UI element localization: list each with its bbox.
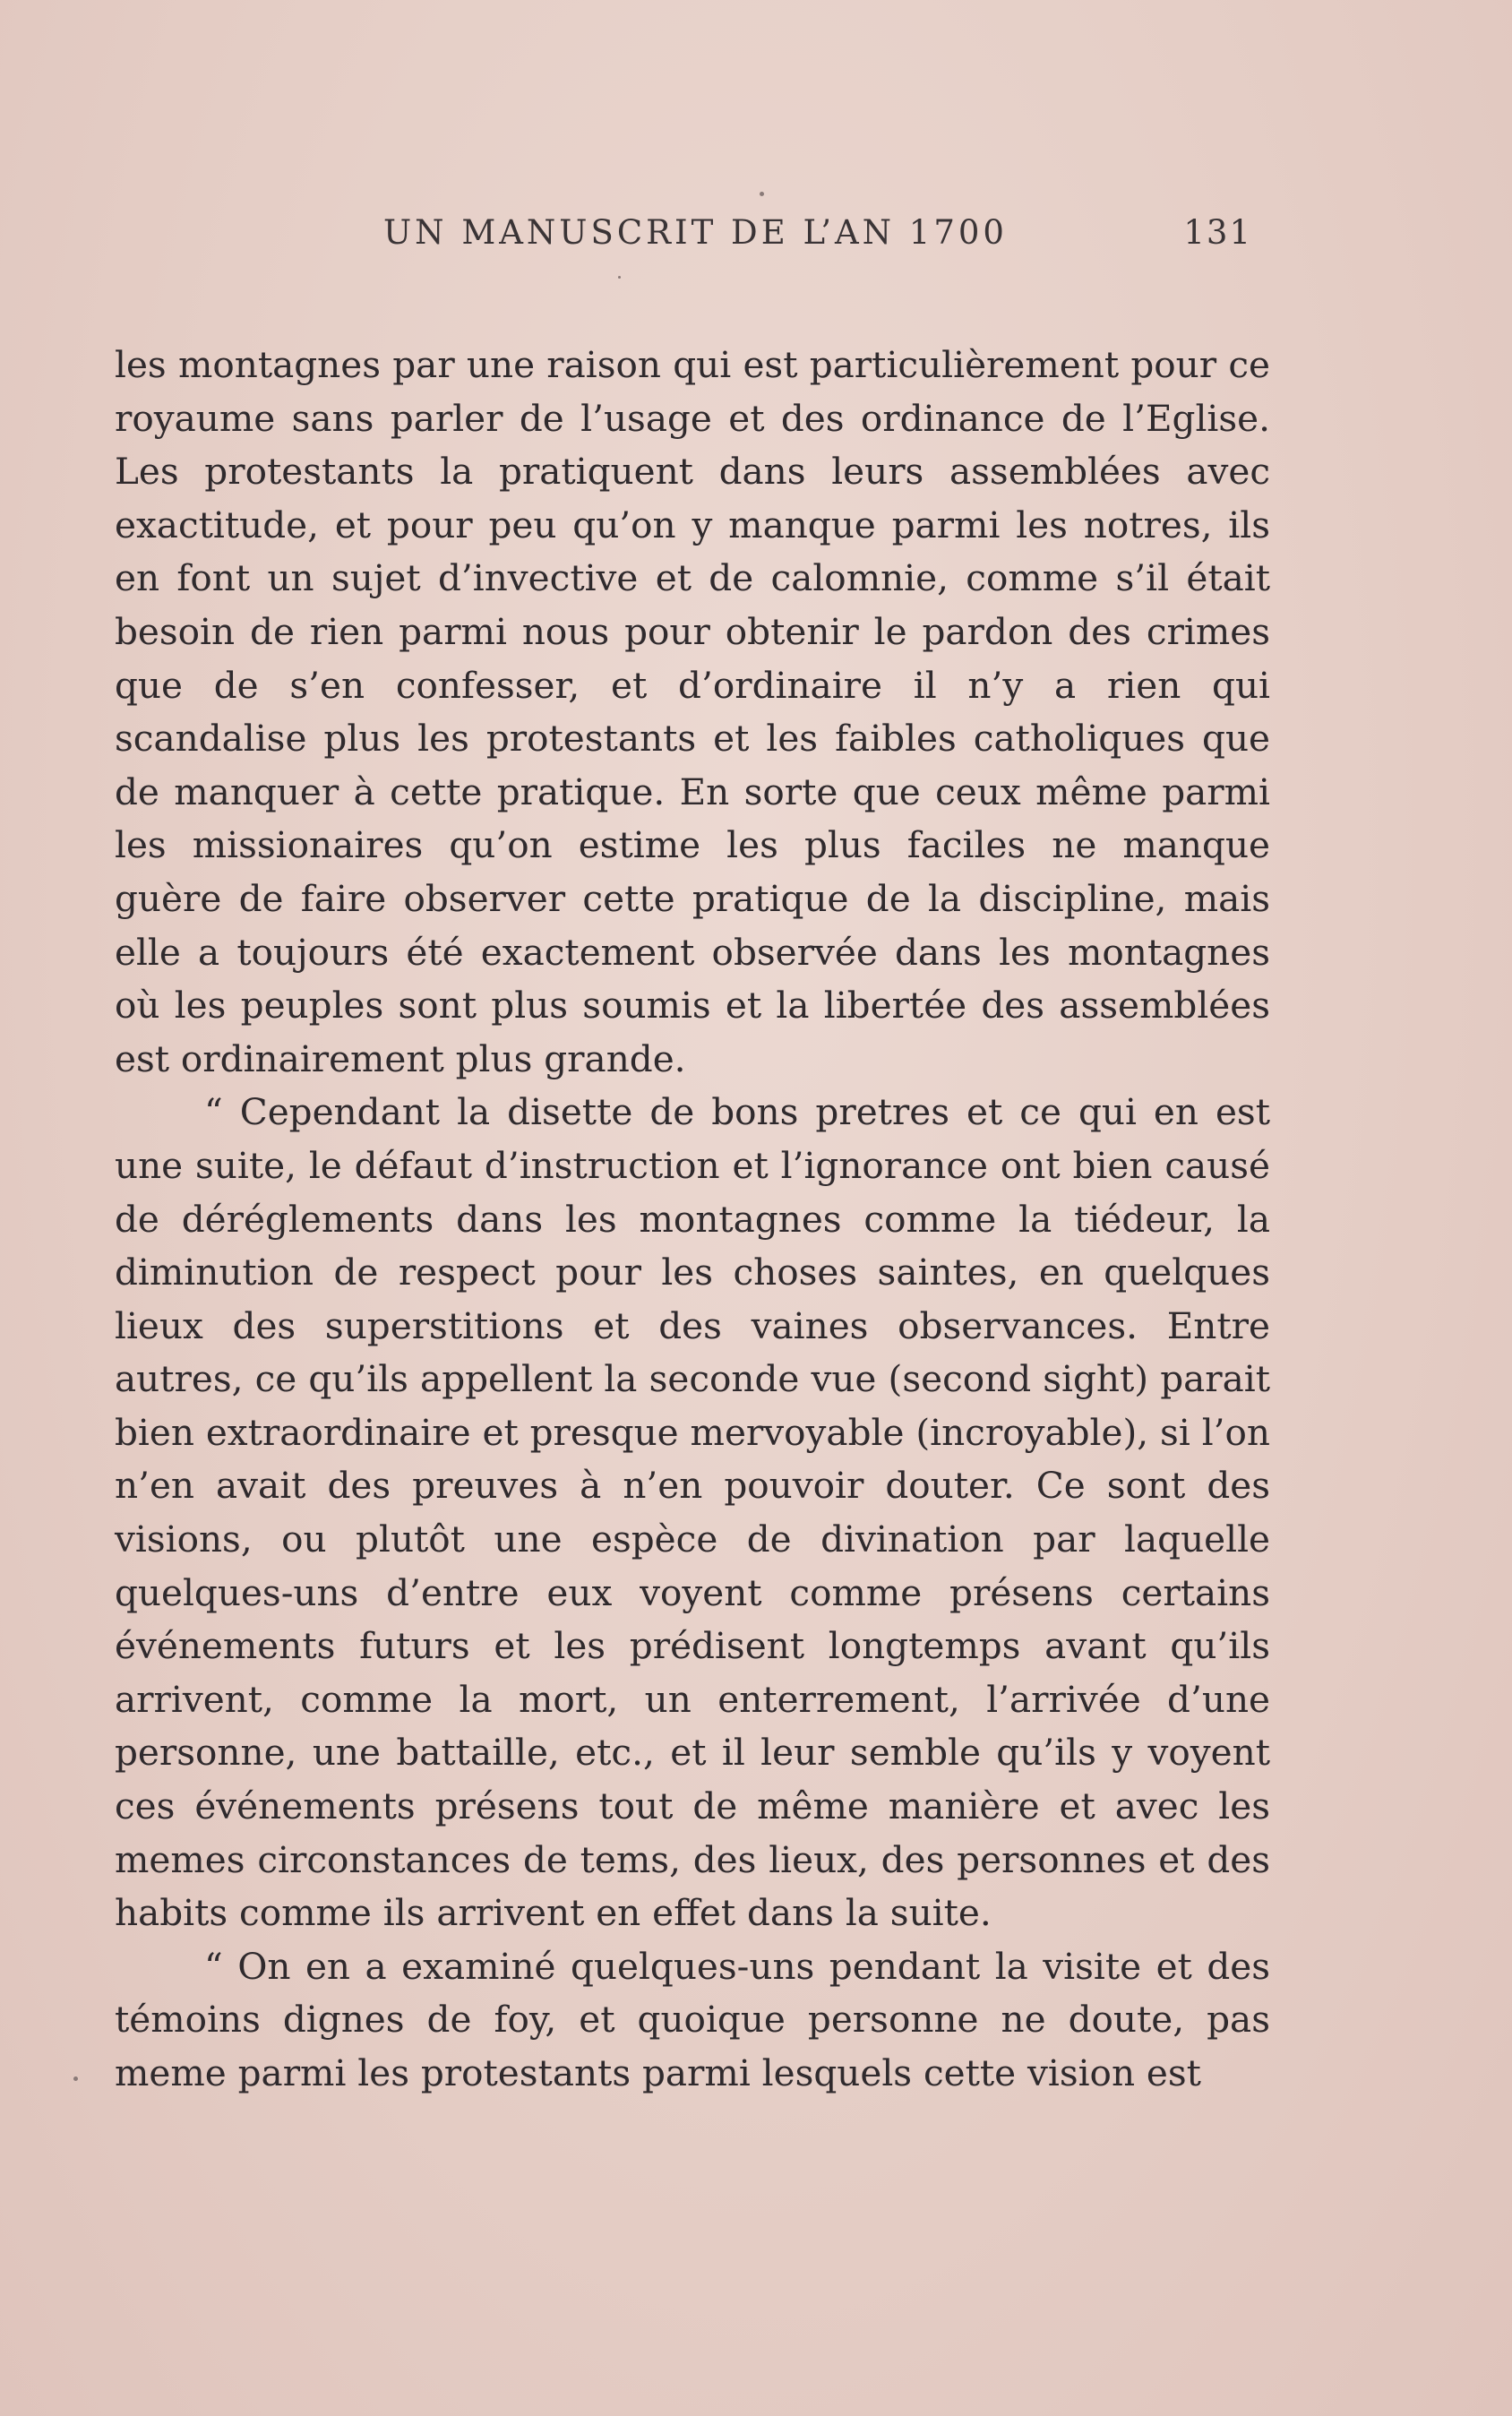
page-number: 131 xyxy=(1183,213,1252,252)
paper-speck xyxy=(618,276,621,279)
running-head xyxy=(115,213,1252,267)
paragraph: “ Cependant la disette de bons pretres et ce qui en est une suite, le défaut d’instruction et l’ignorance ont bien causé de déréglements dans les montagnes comme la tiédeur, la diminution de respect pour les choses saintes, en quelques lieux des superstitions et des vaines observances. Entre autres, ce qu’ils appellent la seconde vue (second sight) parait bien extraordinaire et presque mervoyable (incroyable), si l’on n’en avait des preuves à n’en pouvoir douter. Ce sont des visions, ou plutôt une espèce de divination par laquelle quelques-uns d’entre eux voyent comme présens certains événements futurs et les prédisent longtemps avant qu’ils arrivent, comme la mort, un enterrement, l’arrivée d’une personne, une battaille, etc., et il leur semble qu’ils y voyent ces événements présens tout de même manière et avec les memes circonstances de tems, des lieux, des personnes et des habits comme ils arrivent en effet dans la suite. xyxy=(115,1090,1270,1935)
running-title: UN MANUSCRIT DE L’AN 1700 xyxy=(383,213,1008,252)
body-text xyxy=(115,339,1270,2101)
paragraph: les montagnes par une raison qui est particulièrement pour ce royaume sans parler de l’usage et des ordinance de l’Eglise. Les protestants la pratiquent dans leurs assemblées avec exactitude, et pour peu qu’on y manque parmi les notres, ils en font un sujet d’invective et de calomnie, comme s’il était besoin de rien parmi nous pour obtenir le pardon des crimes que de s’en confesser, et d’ordinaire il n’y a rien qui scandalise plus les protestants et les faibles catholiques que de manquer à cette pratique. En sorte que ceux même parmi les missionaires qu’on estime les plus faciles ne manque guère de faire observer cette pratique de la discipline, mais elle a toujours été exactement observée dans les montagnes où les peuples sont plus soumis et la libertée des assemblées est ordinairement plus grande. xyxy=(115,343,1270,1080)
paper-speck xyxy=(73,2076,78,2081)
paragraph: “ On en a examiné quelques-uns pendant la visite et des témoins dignes de foy, et quoique personne ne doute, pas meme parmi les protestants parmi lesquels cette vision est xyxy=(115,1944,1270,2094)
paper-speck xyxy=(760,192,764,196)
